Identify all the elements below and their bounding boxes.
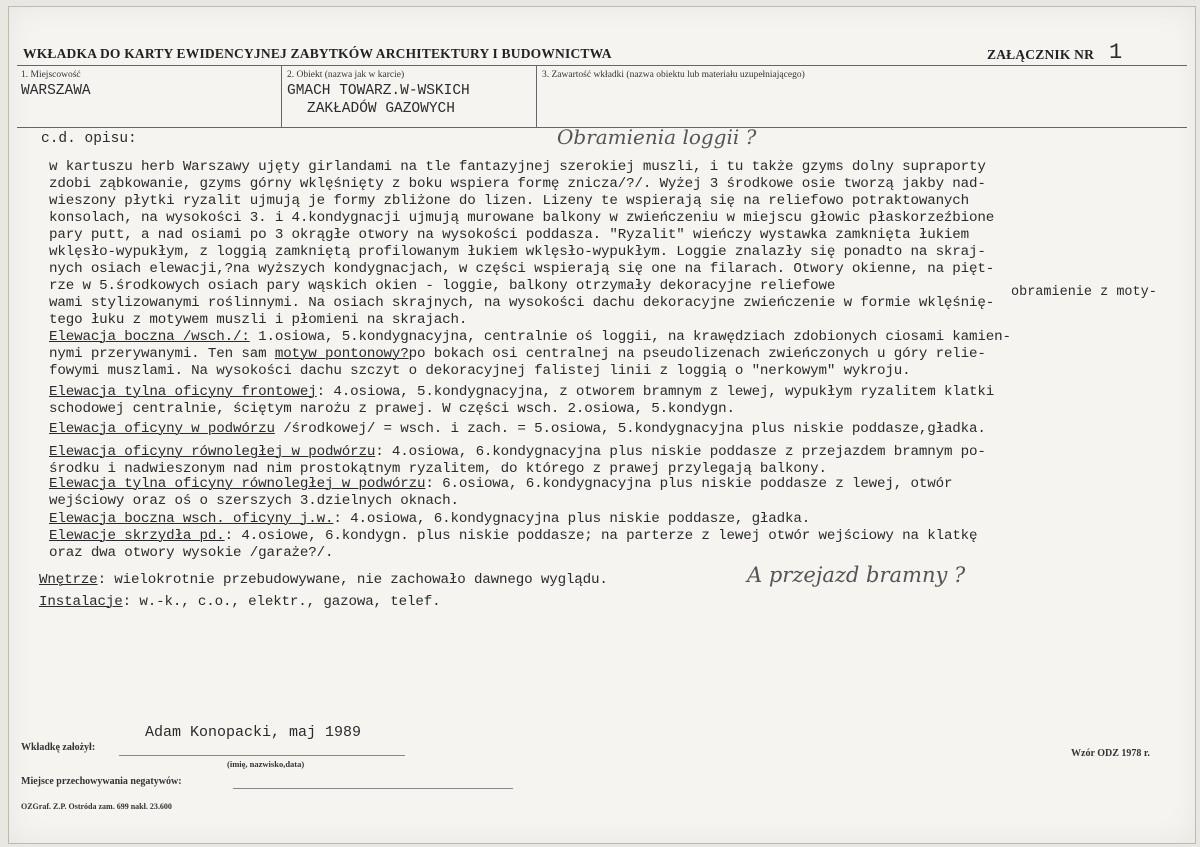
elevation-rear-front-wing-text: : 4.osiowa, 5.kondygnacyjna, z otworem bramnym z lewej, wypukłym ryzalitem klatki [316,384,995,400]
elevation-rear-parallel-wing-label: Elewacja tylna oficyny równoległej w podwórzu [49,476,426,492]
prepared-by-label: Wkładkę założył: [21,742,96,753]
interior-label: Wnętrze [39,572,98,588]
printer-note: OZGraf. Z.P. Ostróda zam. 699 nakł. 23.600 [21,802,172,811]
elevation-south-wing-text: : 4.osiowe, 6.kondygn. plus niskie poddasze; na parterze z lewej otwór wejściowy na klatkę [224,528,978,544]
attachment-label: ZAŁĄCZNIK NR [987,47,1095,62]
elevation-side-east-text: 1.osiowa, 5.kondygnacyjna, centralnie oś loggii, na krawędziach zdobionych ciosami kamien- [249,329,1011,345]
elevation-rear-front-wing [49,384,994,400]
negatives-location-line [233,788,513,789]
prepared-by-sublabel: (imię, nazwisko,data) [227,759,305,769]
elevation-side-east-wing-label: Elewacja boczna wsch. oficyny j.w. [49,511,334,527]
installations-label: Instalacje [39,594,123,610]
elevation-parallel-wing-text: : 4.osiowa, 6.kondygnacyjna plus niskie poddasze z przejazdem bramnym po- [375,444,986,460]
interior-text: : wielokrotnie przebudowywane, nie zachowało dawnego wyglądu. [97,572,608,588]
elevation-side-east-motif: motyw pontonowy? [274,346,409,362]
form-model-label: Wzór ODZ 1978 r. [1071,748,1150,759]
elevation-side-east-text2a: nymi przerywanymi. Ten sam [49,346,275,362]
field-contents-label: 3. Zawartość wkładki (nazwa obiektu lub materiału uzupełniającego) [542,70,805,80]
elevation-south-wing-label: Elewacje skrzydła pd. [49,528,225,544]
interior [39,572,608,588]
field-object-value-1: GMACH TOWARZ.W-WSKICH [287,83,470,99]
installations [39,594,440,610]
elevation-rear-parallel-wing-text: : 6.osiowa, 6.kondygnacyjna plus niskie poddasze z lewej, otwór [425,476,953,492]
record-card [8,6,1196,844]
elevation-rear-parallel-wing [49,476,952,492]
card-title: WKŁADKA DO KARTY EWIDENCYJNEJ ZABYTKÓW ARCHITEKTURY I BUDOWNICTWA [23,46,612,61]
elevation-side-east-wing-text: : 4.osiowa, 6.kondygnacyjna plus niskie poddasze, gładka. [333,511,811,527]
elevation-side-east-label: Elewacja boczna /wsch./: [49,329,250,345]
field-divider-1 [281,65,282,127]
author-signature: Adam Konopacki, maj 1989 [145,724,362,741]
elevation-courtyard-wing-text: /środkowej/ = wsch. i zach. = 5.osiowa, 5.kondygnacyjna plus niskie poddasze,gładka. [274,421,986,437]
field-divider-2 [536,65,537,127]
elevation-parallel-wing-label: Elewacja oficyny równoległej w podwórzu [49,444,376,460]
attachment-number: 1 [1109,40,1123,65]
elevation-parallel-wing [49,444,986,460]
elevation-south-wing [49,528,977,544]
description-line-tail: obramienie z moty- [1011,285,1157,300]
elevation-rear-parallel-wing-line2: wejściowy oraz oś o szerszych 3.dzielnych oknach. [49,493,459,509]
description-line: wklęsło-wypukłym, z loggią zamkniętą profilowanym łukiem wklęsło-wypukłym. Loggie znalazły się ponadto na skraj- [49,244,986,260]
description-line: konsolach, na wysokości 3. i 4.kondygnacji ujmują murowane balkony w zwieńczeniu w miejscu głowic płaskorzeźbione [49,210,995,226]
elevation-side-east-line3: fowymi muszlami. Na wysokości dachu szczyt o dekoracyjnej falistej linii z loggią o "nerkowym" wykroju. [49,363,911,379]
elevation-south-wing-line2: oraz dwa otwory wysokie /garaże?/. [49,545,334,561]
prepared-by-line [119,755,405,756]
elevation-courtyard-wing-label: Elewacja oficyny w podwórzu [49,421,275,437]
elevation-rear-front-wing-line2: schodowej centralnie, ściętym narożu z prawej. W części wsch. 2.osiowa, 5.kondygn. [49,401,735,417]
description-line: nych osiach elewacji,?na wyższych kondygnacjach, w części wspierają się one na filarach. Otwory okienne, na pięt- [49,261,995,277]
field-object-label: 2. Obiekt (nazwa jak w karcie) [287,70,405,80]
description-line: wami stylizowanymi roślinnymi. Na osiach skrajnych, na wysokości dachu dekoracyjne zwieńczenie w formie wklęśnię- [49,295,995,311]
elevation-side-east-wing [49,511,810,527]
negatives-location-label: Miejsce przechowywania negatywów: [21,776,182,787]
handwritten-note-passage: A przejazd bramny ? [747,563,966,587]
field-locality-label: 1. Miejscowość [21,70,81,80]
elevation-rear-front-wing-label: Elewacja tylna oficyny frontowej [49,384,317,400]
handwritten-note-loggia: Obramienia loggii ? [557,125,757,149]
elevation-side-east-text2b: po bokach osi centralnej na pseudolizenach zwieńczonych u góry relie- [408,346,986,362]
field-object-value-2: ZAKŁADÓW GAZOWYCH [307,101,455,117]
elevation-courtyard-wing [49,421,986,437]
description-line: pary putt, a nad osiami po 3 okrągłe otwory na wysokości poddasza. "Ryzalit" wieńczy wystawka zamknięta łukiem [49,227,970,243]
installations-text: : w.-k., c.o., elektr., gazowa, telef. [122,594,441,610]
description-line: zdobi ząbkowanie, gzyms górny wklęśnięty z boku wspiera formę znicza/?/. Wyżej 3 środkowe osie tworzą jakby nad- [49,176,986,192]
elevation-parallel-wing-line2: środku i nadwieszonym nad nim prostokątnym ryzalitem, do którego z prawej przylegają balkony. [49,461,827,477]
description-line: w kartuszu herb Warszawy ujęty girlandami na tle fantazyjnej szerokiej muszli, i tu także gzyms dolny supraporty [49,159,986,175]
elevation-side-east-line2 [49,346,986,362]
description-line: rze w 5.środkowych osiach pary wąskich okien - loggie, balkony otrzymały dekoracyjne reliefowe [49,278,836,294]
description-line: wieszony płytki ryzalit ujmują je formy zbliżone do lizen. Lizeny te wspierają się na reliefowo potraktowanych [49,193,970,209]
field-locality-value: WARSZAWA [21,83,91,99]
header-rule [17,65,1187,66]
continuation-label: c.d. opisu: [41,131,137,147]
description-line: tego łuku z motywem muszli i płomieni na skrajach. [49,312,468,328]
elevation-side-east [49,329,1011,345]
